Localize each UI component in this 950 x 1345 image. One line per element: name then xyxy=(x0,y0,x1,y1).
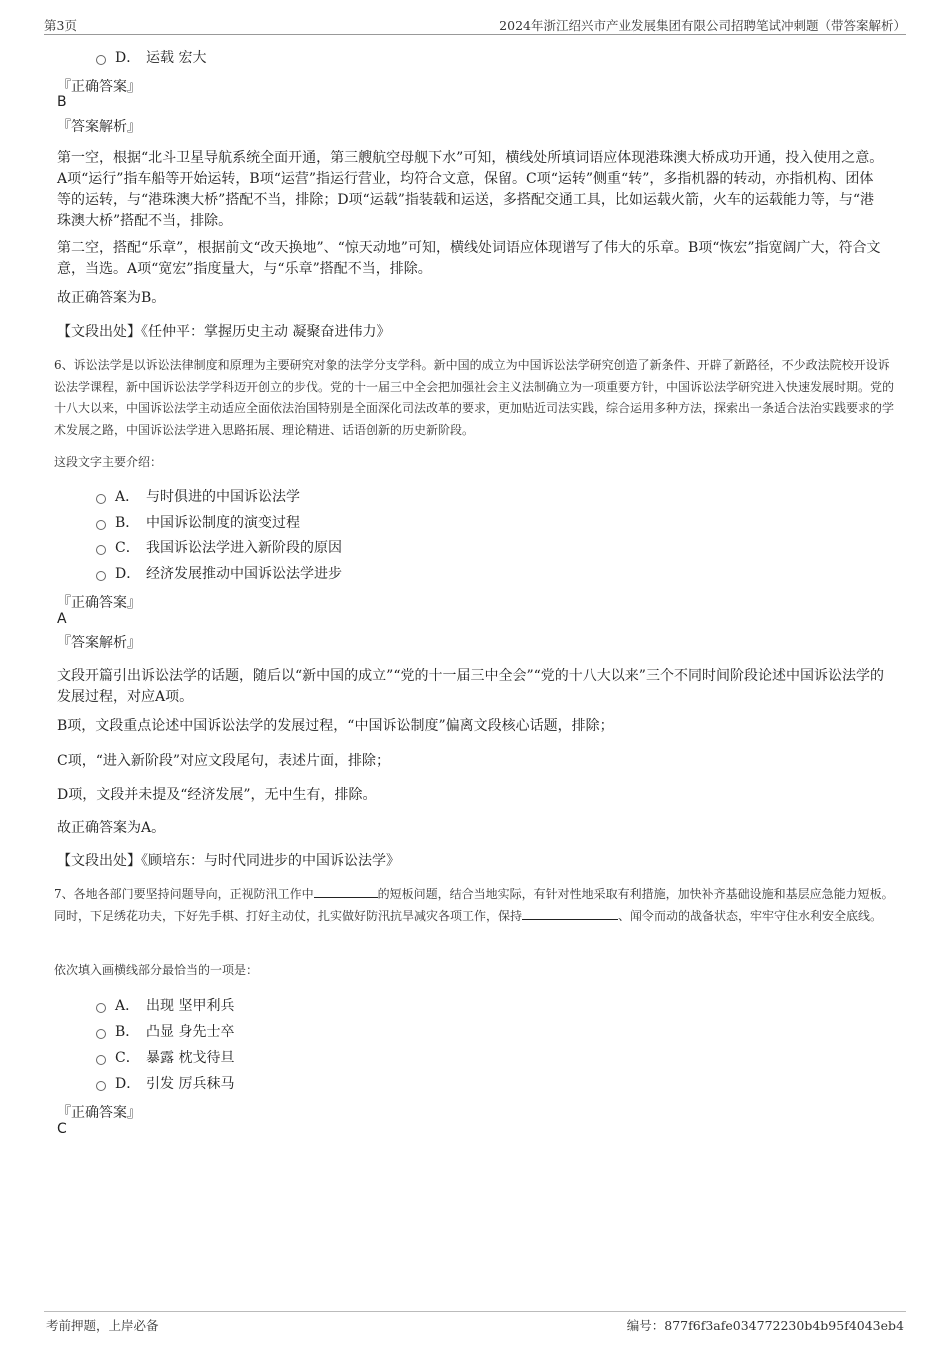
q6-option-a[interactable] xyxy=(96,486,300,506)
q6-answer: A xyxy=(57,611,67,627)
option-letter: D． xyxy=(115,50,141,66)
q6-option-c[interactable] xyxy=(96,537,342,557)
option-text: 凸显 身先士卒 xyxy=(146,1024,235,1040)
q5-analysis-label: 『答案解析』 xyxy=(57,119,141,135)
q6-question: 6、诉讼法学是以诉讼法律制度和原理为主要研究对象的法学分支学科。新中国的成立为中国诉讼法学研究创造了新条件、开辟了新路径，不少政法院校开设诉讼法学课程，新中国诉讼法学学科迈开创立的步伐。党的十一届三中全会把加强社会主义法制确立为一项重要方针，中国诉讼法学研究进入快速发展时期。党的十八大以来，中国诉讼法学主动适应全面依法治国特别是全面深化司法改革的要求，更加贴近司法实践，综合运用多种方法，探索出一条适合法治实践要求的学术发展之路，中国诉讼法学进入思路拓展、理论精进、话语创新的历史新阶段。 xyxy=(54,358,895,437)
page-header xyxy=(44,14,906,35)
radio-button-icon[interactable] xyxy=(96,1003,106,1013)
option-letter: B． xyxy=(115,515,140,531)
q7-answer: C xyxy=(57,1121,67,1137)
q6-analysis-label: 『答案解析』 xyxy=(57,635,141,651)
radio-button-icon[interactable] xyxy=(96,1055,106,1065)
q7-question-text: 的短板问题，结合当地实际，有针对性地采取有利措施，加快补齐基础设施和基层应急能力短板。同时，下足绣花功夫，下好先手棋、打好主动仗，扎实做好防汛抗旱减灾各项工作，保持 xyxy=(54,887,894,923)
option-text: 暴露 枕戈待旦 xyxy=(146,1050,235,1066)
option-text: 经济发展推动中国诉讼法学进步 xyxy=(146,566,342,582)
q7-answer-label: 『正确答案』 xyxy=(57,1105,141,1121)
radio-button-icon[interactable] xyxy=(96,494,106,504)
fill-blank-1 xyxy=(314,884,378,898)
q7-question-text: 7、各地各部门要坚持问题导向，正视防汛工作中 xyxy=(54,887,314,901)
q5-answer: B xyxy=(57,94,67,110)
document-id: 编号：877f6f3afe034772230b4b95f4043eb4 xyxy=(626,1318,904,1333)
q7-question-text: 、闻令而动的战备状态，牢牢守住水利安全底线。 xyxy=(618,908,883,923)
footer-slogan: 考前押题，上岸必备 xyxy=(46,1318,159,1333)
q7-option-c[interactable] xyxy=(96,1047,234,1067)
q6-analysis-paragraph: 文段开篇引出诉讼法学的话题，随后以“新中国的成立”“党的十一届三中全会”“党的十八大以来”三个不同时间阶段论述中国诉讼法学的发展过程，对应A项。 xyxy=(57,668,884,705)
q5-option-d[interactable] xyxy=(96,47,206,67)
option-text: 我国诉讼法学进入新阶段的原因 xyxy=(146,540,342,556)
q6-prompt: 这段文字主要介绍： xyxy=(54,455,163,469)
q6-option-b[interactable] xyxy=(96,512,300,532)
q6-answer-label: 『正确答案』 xyxy=(57,595,141,611)
document-title: 2024年浙江绍兴市产业发展集团有限公司招聘笔试冲刺题（带答案解析） xyxy=(499,18,906,33)
q7-option-a[interactable] xyxy=(96,995,234,1015)
radio-button-icon[interactable] xyxy=(96,1029,106,1039)
q7-option-b[interactable] xyxy=(96,1021,234,1041)
option-letter: C． xyxy=(115,1050,140,1066)
option-text: 出现 坚甲利兵 xyxy=(146,998,235,1014)
option-letter: A． xyxy=(115,489,140,505)
radio-button-icon[interactable] xyxy=(96,1081,106,1091)
q6-option-d[interactable] xyxy=(96,563,342,583)
q7-prompt: 依次填入画横线部分最恰当的一项是： xyxy=(54,963,259,977)
option-text: 中国诉讼制度的演变过程 xyxy=(146,515,300,531)
q5-answer-label: 『正确答案』 xyxy=(57,79,141,95)
q5-conclusion: 故正确答案为B。 xyxy=(57,290,166,306)
q5-source: 【文段出处】《任仲平：掌握历史主动 凝聚奋进伟力》 xyxy=(57,324,391,340)
q7-question xyxy=(54,884,899,927)
radio-button-icon[interactable] xyxy=(96,545,106,555)
option-letter: B． xyxy=(115,1024,140,1040)
radio-button-icon[interactable] xyxy=(96,571,106,581)
page-number: 第3页 xyxy=(44,18,77,33)
q7-option-d[interactable] xyxy=(96,1073,234,1093)
q6-source: 【文段出处】《顾培东：与时代同进步的中国诉讼法学》 xyxy=(57,853,400,869)
option-letter: C． xyxy=(115,540,140,556)
option-letter: A． xyxy=(115,998,140,1014)
q6-analysis-paragraph: B项，文段重点论述中国诉讼法学的发展过程，“中国诉讼制度”偏离文段核心话题，排除； xyxy=(57,718,614,734)
q6-analysis-paragraph: C项，“进入新阶段”对应文段尾句，表述片面，排除； xyxy=(57,753,391,769)
option-letter: D． xyxy=(115,566,141,582)
option-text: 与时俱进的中国诉讼法学 xyxy=(146,489,300,505)
q5-analysis-paragraph: 第一空，根据“北斗卫星导航系统全面开通，第三艘航空母舰下水”可知，横线处所填词语应体现港珠澳大桥成功开通，投入使用之意。A项“运行”指车船等开始运转，B项“运营”指运行营业，均符合文意，保留。C项“运转”侧重“转”，多指机器的转动，亦指机构、团体等的运转，与“港珠澳大桥”搭配不当，排除；D项“运载”指装载和运送，多搭配交通工具，比如运载火箭，火车的运载能力等，与“港珠澳大桥”搭配不当，排除。 xyxy=(57,150,884,229)
option-letter: D． xyxy=(115,1076,141,1092)
page-footer xyxy=(44,1311,906,1335)
radio-button-icon[interactable] xyxy=(96,55,106,65)
q6-conclusion: 故正确答案为A。 xyxy=(57,820,166,836)
option-text: 运载 宏大 xyxy=(146,50,207,66)
option-text: 引发 厉兵秣马 xyxy=(146,1076,235,1092)
radio-button-icon[interactable] xyxy=(96,520,106,530)
fill-blank-2 xyxy=(522,906,618,920)
q6-analysis-paragraph: D项，文段并未提及“经济发展”，无中生有，排除。 xyxy=(57,787,377,803)
q5-analysis-paragraph: 第二空，搭配“乐章”，根据前文“改天换地”、“惊天动地”可知，横线处词语应体现谱写了伟大的乐章。B项“恢宏”指宽阔广大，符合文意，当选。A项“宽宏”指度量大，与“乐章”搭配不当，排除。 xyxy=(57,240,881,277)
